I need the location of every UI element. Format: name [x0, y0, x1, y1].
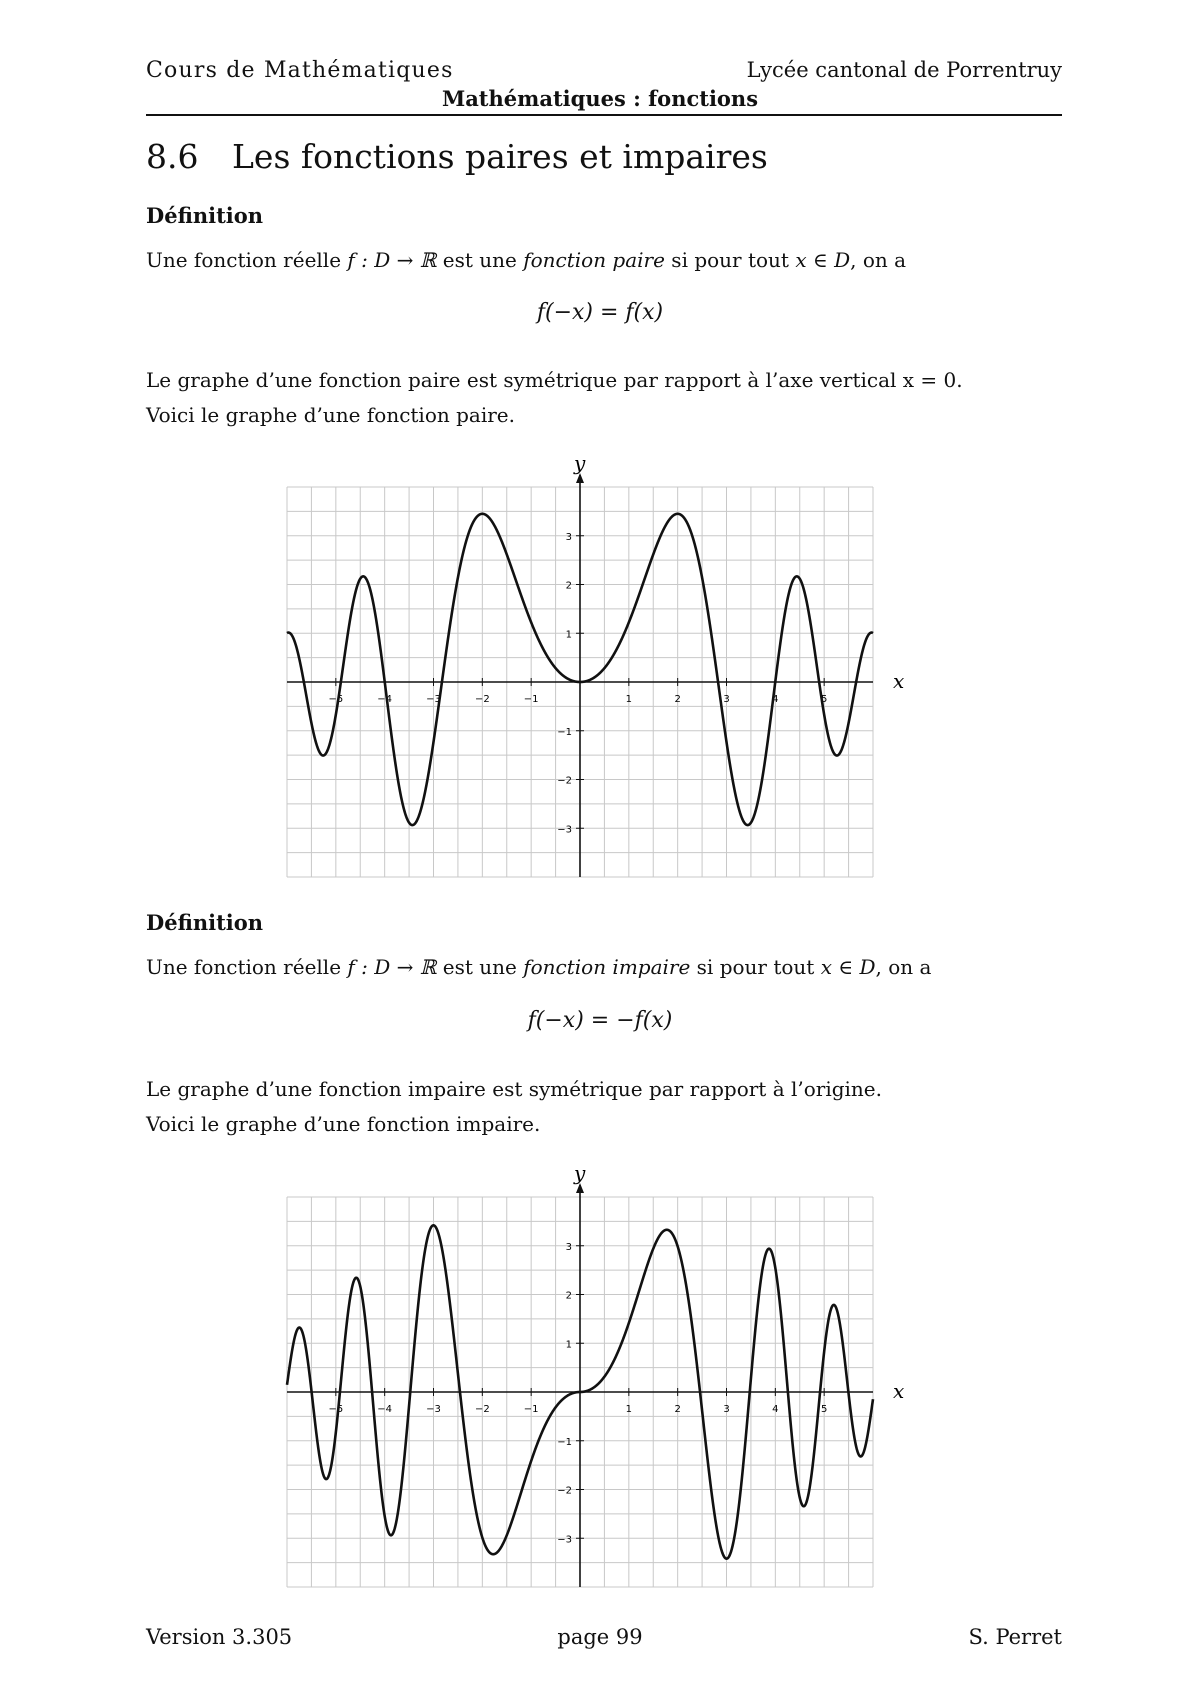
even-definition-label: Définition: [146, 203, 264, 228]
section-number: 8.6: [146, 137, 199, 176]
odd-x-tick-label: 4: [772, 1404, 779, 1415]
odd-formula: f(−x) = −f(x): [527, 1008, 673, 1033]
odd-definition-label: Définition: [146, 910, 264, 935]
odd-x-tick-label: 3: [723, 1404, 730, 1415]
even-def-math2: x ∈ D: [795, 248, 851, 272]
section-title-text: Les fonctions paires et impaires: [232, 137, 768, 176]
header-course: Cours de Mathématiques: [146, 58, 454, 83]
even-graph-intro: Voici le graphe d’une fonction paire.: [146, 403, 515, 427]
even-x-tick-label: −2: [474, 694, 490, 705]
odd-y-label: y: [574, 1161, 586, 1185]
even-x-tick-label: 4: [772, 694, 779, 705]
even-def-math: f : D → ℝ: [347, 248, 437, 272]
odd-def-part4: , on a: [875, 955, 932, 979]
odd-def-part1: Une fonction réelle: [146, 955, 348, 979]
header-rule: [146, 114, 1062, 116]
even-def-part1: Une fonction réelle: [146, 248, 348, 272]
even-x-tick-label: −4: [377, 694, 393, 705]
odd-y-tick-label: 2: [565, 1290, 572, 1302]
odd-x-tick-label: −4: [377, 1404, 393, 1415]
odd-symmetry-text: Le graphe d’une fonction impaire est symétrique par rapport à l’origine.: [146, 1077, 882, 1101]
header-chapter: Mathématiques : fonctions: [441, 86, 759, 111]
even-formula: f(−x) = f(x): [536, 300, 664, 325]
footer-author: S. Perret: [968, 1625, 1062, 1649]
odd-def-part3: si pour tout: [690, 955, 821, 979]
odd-y-tick-label: −3: [557, 1534, 572, 1546]
even-def-part4: , on a: [850, 248, 907, 272]
even-y-tick-label: −2: [557, 775, 572, 787]
even-x-tick-label: 5: [820, 694, 828, 705]
odd-def-part2: est une: [436, 955, 524, 979]
even-x-tick-label: −3: [426, 694, 441, 705]
odd-y-tick-label: 3: [565, 1241, 572, 1253]
even-x-tick-label: 1: [625, 694, 633, 705]
odd-x-tick-label: −2: [474, 1404, 490, 1415]
odd-x-tick-label: −1: [523, 1404, 539, 1415]
odd-x-tick-label: −3: [426, 1404, 441, 1415]
odd-y-tick-label: −2: [557, 1485, 572, 1497]
even-y-tick-label: 2: [565, 580, 572, 592]
odd-function-graph: [270, 1160, 920, 1592]
even-y-tick-label: −1: [557, 726, 572, 738]
even-x-tick-label: 2: [674, 694, 681, 705]
odd-def-emphasis: fonction impaire: [523, 955, 691, 979]
odd-x-tick-label: 2: [674, 1404, 681, 1415]
odd-y-tick-label: −1: [557, 1436, 572, 1448]
section-title: [146, 137, 768, 176]
even-x-tick-label: −5: [328, 694, 344, 705]
odd-x-label: x: [893, 1379, 905, 1403]
odd-definition-text: [146, 955, 931, 979]
even-y-tick-label: −3: [557, 824, 572, 836]
odd-x-tick-label: 5: [820, 1404, 828, 1415]
footer-page: page 99: [557, 1625, 643, 1649]
header-school: Lycée cantonal de Porrentruy: [746, 58, 1062, 82]
even-symmetry-text: Le graphe d’une fonction paire est symétrique par rapport à l’axe vertical x = 0.: [146, 368, 963, 392]
even-def-part3: si pour tout: [664, 248, 796, 272]
even-def-emphasis: fonction paire: [523, 248, 665, 272]
even-definition-text: [146, 248, 906, 272]
odd-def-math: f : D → ℝ: [347, 955, 437, 979]
footer-version: Version 3.305: [146, 1625, 293, 1649]
odd-def-math2: x ∈ D: [820, 955, 876, 979]
even-def-part2: est une: [436, 248, 524, 272]
even-function-graph: [270, 450, 920, 882]
even-x-tick-label: 3: [723, 694, 730, 705]
even-y-tick-label: 1: [565, 629, 572, 641]
even-y-label: y: [574, 451, 586, 475]
odd-y-tick-label: 1: [565, 1339, 572, 1351]
odd-graph-intro: Voici le graphe d’une fonction impaire.: [146, 1112, 541, 1136]
even-x-label: x: [893, 669, 905, 693]
even-y-tick-label: 3: [565, 531, 572, 543]
odd-x-tick-label: −5: [328, 1404, 344, 1415]
odd-x-tick-label: 1: [625, 1404, 633, 1415]
even-x-tick-label: −1: [523, 694, 539, 705]
